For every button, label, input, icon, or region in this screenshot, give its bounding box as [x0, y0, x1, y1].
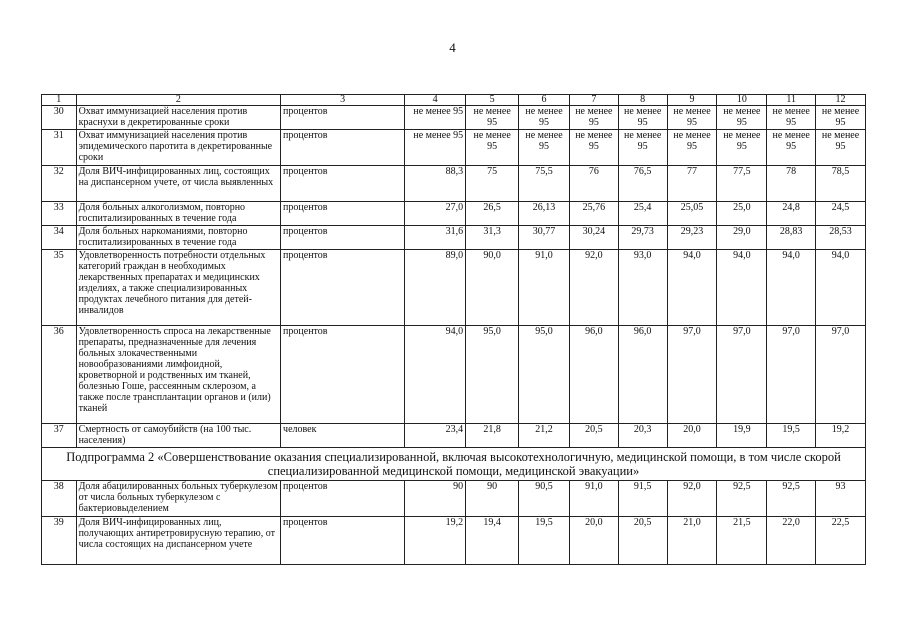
- table-row: [42, 226, 866, 250]
- indicator-value: 29,73: [618, 226, 667, 250]
- indicator-value: 26,13: [519, 202, 570, 226]
- indicator-name: Доля больных наркоманиями, повторно госпитализированных в течение года: [76, 226, 280, 250]
- unit: процентов: [281, 326, 405, 424]
- column-number: 5: [466, 95, 519, 106]
- indicator-value: 90,5: [519, 481, 570, 517]
- indicator-value: 97,0: [667, 326, 717, 424]
- indicator-value: 27,0: [405, 202, 466, 226]
- indicator-name: Доля ВИЧ-инфицированных лиц, получающих антиретровирусную терапию, от числа состоящих на диспансерном учете: [76, 517, 280, 565]
- indicator-value: 94,0: [405, 326, 466, 424]
- indicator-value: 19,5: [519, 517, 570, 565]
- unit: процентов: [281, 226, 405, 250]
- indicator-value: 20,0: [569, 517, 618, 565]
- indicator-value: не менее 95: [519, 130, 570, 166]
- indicator-value: 75,5: [519, 166, 570, 202]
- indicator-value: 95,0: [466, 326, 519, 424]
- table-row: [42, 424, 866, 448]
- indicator-value: 97,0: [816, 326, 866, 424]
- indicator-value: не менее 95: [466, 106, 519, 130]
- indicator-value: 25,76: [569, 202, 618, 226]
- indicator-value: 78: [767, 166, 816, 202]
- indicator-value: 90: [405, 481, 466, 517]
- indicator-value: 77: [667, 166, 717, 202]
- indicator-value: не менее 95: [405, 106, 466, 130]
- indicator-value: 26,5: [466, 202, 519, 226]
- indicator-value: 19,2: [405, 517, 466, 565]
- column-number: 7: [569, 95, 618, 106]
- column-number: 1: [42, 95, 77, 106]
- indicator-value: 90: [466, 481, 519, 517]
- indicator-name: Удовлетворенность потребности отдельных категорий граждан в необходимых лекарственных препаратах и медицинских изделиях, а также специализированных продуктах лечебного питания для детей-инвалидов: [76, 250, 280, 326]
- column-number: 6: [519, 95, 570, 106]
- table-row: [42, 166, 866, 202]
- unit: процентов: [281, 166, 405, 202]
- indicator-value: 21,0: [667, 517, 717, 565]
- row-number: 32: [42, 166, 77, 202]
- indicator-value: 96,0: [569, 326, 618, 424]
- indicator-value: не менее 95: [816, 130, 866, 166]
- indicator-value: 93,0: [618, 250, 667, 326]
- indicator-value: 96,0: [618, 326, 667, 424]
- unit: человек: [281, 424, 405, 448]
- table-row: [42, 202, 866, 226]
- indicator-name: Удовлетворенность спроса на лекарственные препараты, предназначенные для лечения больных злокачественными новообразованиями лимфоидной, кроветворной и родственных им тканей, болезнью Гоше, рассеянным склерозом, а также после трансплантации органов и (или) тканей: [76, 326, 280, 424]
- indicator-value: не менее 95: [767, 106, 816, 130]
- table-row: [42, 517, 866, 565]
- indicator-value: 94,0: [816, 250, 866, 326]
- indicator-value: не менее 95: [466, 130, 519, 166]
- indicator-value: 92,0: [569, 250, 618, 326]
- indicator-value: 22,5: [816, 517, 866, 565]
- indicator-value: 28,53: [816, 226, 866, 250]
- indicator-value: 23,4: [405, 424, 466, 448]
- subprogram-row: [42, 448, 866, 481]
- column-number: 12: [816, 95, 866, 106]
- indicator-name: Охват иммунизацией населения против краснухи в декретированные сроки: [76, 106, 280, 130]
- indicator-value: 30,24: [569, 226, 618, 250]
- row-number: 30: [42, 106, 77, 130]
- indicator-value: 20,0: [667, 424, 717, 448]
- indicator-value: 20,5: [618, 517, 667, 565]
- indicators-table: [41, 94, 866, 565]
- indicator-name: Охват иммунизацией населения против эпидемического паротита в декретированные сроки: [76, 130, 280, 166]
- indicator-value: 95,0: [519, 326, 570, 424]
- unit: процентов: [281, 517, 405, 565]
- indicator-value: 24,5: [816, 202, 866, 226]
- indicator-value: 28,83: [767, 226, 816, 250]
- indicator-value: 25,05: [667, 202, 717, 226]
- column-number: 10: [717, 95, 767, 106]
- column-number: 8: [618, 95, 667, 106]
- indicator-value: 91,0: [569, 481, 618, 517]
- indicator-value: 89,0: [405, 250, 466, 326]
- row-number: 35: [42, 250, 77, 326]
- indicator-value: 90,0: [466, 250, 519, 326]
- row-number: 33: [42, 202, 77, 226]
- indicator-value: 91,5: [618, 481, 667, 517]
- indicator-value: 31,3: [466, 226, 519, 250]
- row-number: 38: [42, 481, 77, 517]
- indicator-value: 24,8: [767, 202, 816, 226]
- indicator-value: 21,2: [519, 424, 570, 448]
- indicator-value: не менее 95: [816, 106, 866, 130]
- table-row: [42, 106, 866, 130]
- indicator-name: Смертность от самоубийств (на 100 тыс. населения): [76, 424, 280, 448]
- indicator-value: не менее 95: [618, 106, 667, 130]
- indicator-value: 94,0: [667, 250, 717, 326]
- indicator-value: 94,0: [717, 250, 767, 326]
- column-number-row: [42, 95, 866, 106]
- indicator-value: не менее 95: [717, 130, 767, 166]
- indicator-value: 21,8: [466, 424, 519, 448]
- indicator-value: 22,0: [767, 517, 816, 565]
- indicator-value: 25,4: [618, 202, 667, 226]
- unit: процентов: [281, 202, 405, 226]
- row-number: 34: [42, 226, 77, 250]
- indicator-value: 92,5: [717, 481, 767, 517]
- column-number: 4: [405, 95, 466, 106]
- indicator-value: 97,0: [717, 326, 767, 424]
- indicator-value: 30,77: [519, 226, 570, 250]
- indicator-value: 97,0: [767, 326, 816, 424]
- indicator-value: 20,5: [569, 424, 618, 448]
- indicator-value: не менее 95: [667, 130, 717, 166]
- indicator-value: 29,0: [717, 226, 767, 250]
- indicator-value: 91,0: [519, 250, 570, 326]
- indicator-value: 92,5: [767, 481, 816, 517]
- unit: процентов: [281, 130, 405, 166]
- indicator-value: 29,23: [667, 226, 717, 250]
- subprogram-title: Подпрограмма 2 «Совершенствование оказания специализированной, включая высокотехнологичную, медицинской помощи, в том числе скорой специализированной медицинской помощи, медицинской эвакуации»: [42, 448, 866, 481]
- indicator-value: 20,3: [618, 424, 667, 448]
- column-number: 9: [667, 95, 717, 106]
- indicator-value: не менее 95: [717, 106, 767, 130]
- indicator-value: 92,0: [667, 481, 717, 517]
- indicator-value: 76,5: [618, 166, 667, 202]
- row-number: 36: [42, 326, 77, 424]
- table-row: [42, 250, 866, 326]
- page-number: 4: [449, 40, 456, 55]
- row-number: 37: [42, 424, 77, 448]
- indicator-value: 93: [816, 481, 866, 517]
- indicator-value: не менее 95: [569, 106, 618, 130]
- indicator-name: Доля абацилированных больных туберкулезом от числа больных туберкулезом с бактериовыделением: [76, 481, 280, 517]
- indicator-value: не менее 95: [667, 106, 717, 130]
- indicator-name: Доля ВИЧ-инфицированных лиц, состоящих на диспансерном учете, от числа выявленных: [76, 166, 280, 202]
- indicator-value: 78,5: [816, 166, 866, 202]
- indicator-value: 75: [466, 166, 519, 202]
- indicator-value: 88,3: [405, 166, 466, 202]
- indicator-value: 94,0: [767, 250, 816, 326]
- row-number: 39: [42, 517, 77, 565]
- table-row: [42, 481, 866, 517]
- indicator-value: 19,9: [717, 424, 767, 448]
- indicator-value: не менее 95: [405, 130, 466, 166]
- indicator-value: не менее 95: [519, 106, 570, 130]
- unit: процентов: [281, 481, 405, 517]
- indicator-value: 19,2: [816, 424, 866, 448]
- indicator-value: 25,0: [717, 202, 767, 226]
- unit: процентов: [281, 250, 405, 326]
- column-number: 3: [281, 95, 405, 106]
- indicator-name: Доля больных алкоголизмом, повторно госпитализированных в течение года: [76, 202, 280, 226]
- indicator-value: не менее 95: [569, 130, 618, 166]
- indicator-value: не менее 95: [618, 130, 667, 166]
- indicator-value: 19,4: [466, 517, 519, 565]
- indicator-value: 31,6: [405, 226, 466, 250]
- table-row: [42, 326, 866, 424]
- unit: процентов: [281, 106, 405, 130]
- indicator-value: 21,5: [717, 517, 767, 565]
- indicator-value: 19,5: [767, 424, 816, 448]
- table-row: [42, 130, 866, 166]
- indicator-value: 76: [569, 166, 618, 202]
- indicator-value: не менее 95: [767, 130, 816, 166]
- column-number: 11: [767, 95, 816, 106]
- row-number: 31: [42, 130, 77, 166]
- column-number: 2: [76, 95, 280, 106]
- indicator-value: 77,5: [717, 166, 767, 202]
